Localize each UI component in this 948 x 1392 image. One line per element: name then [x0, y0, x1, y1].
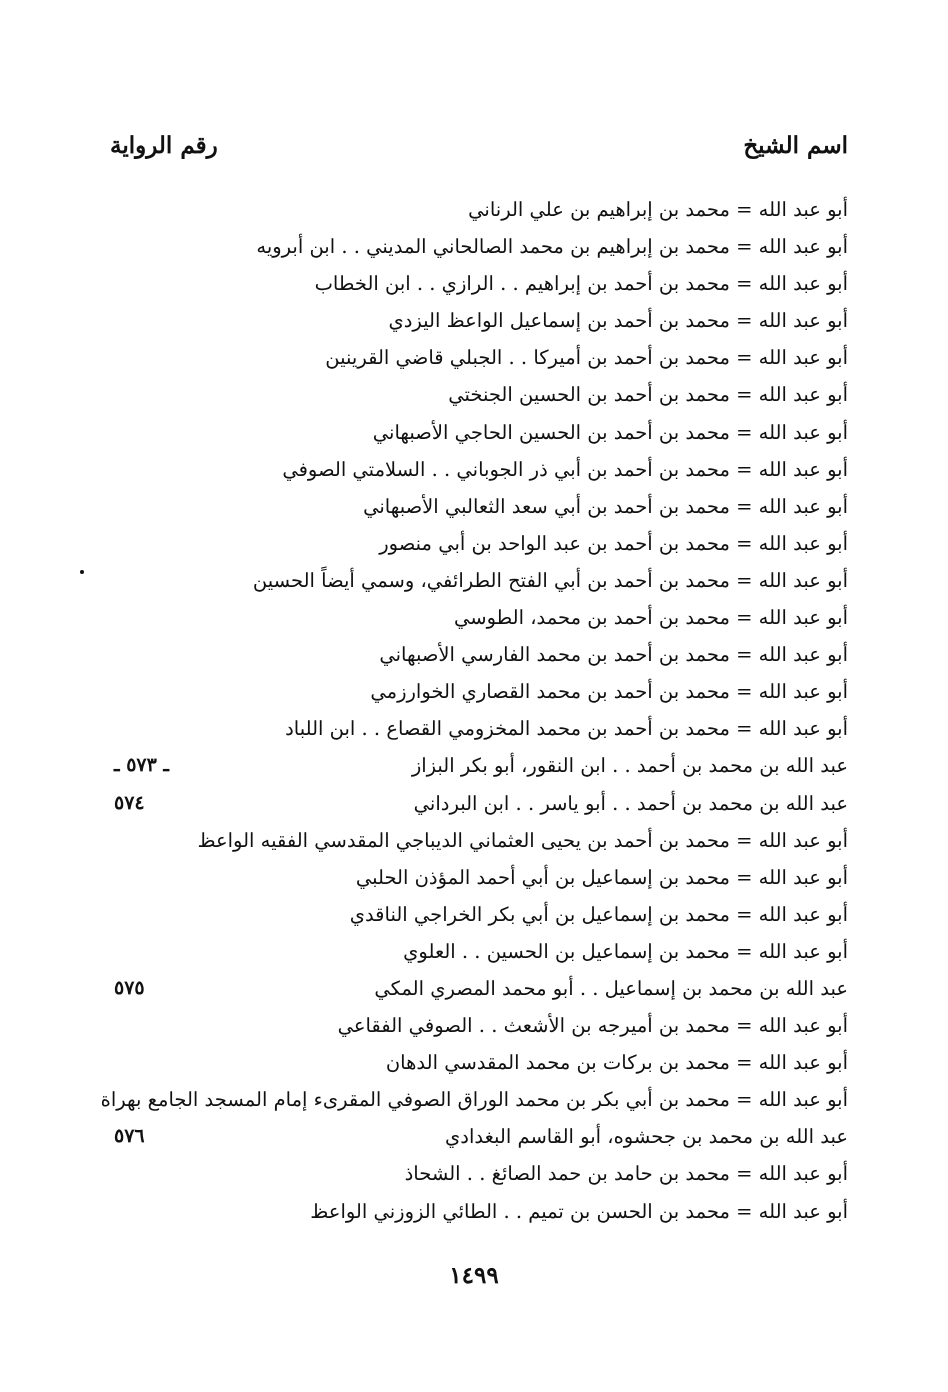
column-header [100, 132, 848, 172]
list-item [100, 673, 848, 710]
list-item [100, 933, 848, 970]
list-item [100, 1007, 848, 1044]
sheikh-name: أبو عبد الله = محمد بن أحمد بن أبي ذر الجوباني . . السلامتي الصوفي [282, 457, 848, 481]
list-item [100, 525, 848, 562]
list-item [100, 896, 848, 933]
sheikh-name: أبو عبد الله = محمد بن أحمد بن أبي الفتح الطرائفي، وسمي أيضاً الحسين [252, 568, 848, 592]
list-item [100, 822, 848, 859]
sheikh-name: أبو عبد الله = محمد بن أحمد بن إبراهيم . . الرازي . . ابن الخطاب [314, 272, 848, 296]
list-item [100, 562, 848, 599]
sheikh-name: عبد الله بن محمد بن إسماعيل . . أبو محمد المصري المكي [374, 976, 848, 1000]
list-item [100, 1044, 848, 1081]
sheikh-name: أبو عبد الله = محمد بن إبراهيم بن محمد الصالحاني المديني . . ابن أبرويه [256, 235, 848, 259]
sheikh-name: عبد الله بن محمد بن أحمد . . أبو ياسر . . ابن البرداني [413, 791, 848, 815]
sheikh-name: أبو عبد الله = محمد بن أحمد بن يحيى العثماني الديباجي المقدسي الفقيه الواعظ [197, 828, 848, 852]
list-item [100, 1118, 848, 1155]
list-item [100, 488, 848, 525]
sheikh-name: أبو عبد الله = محمد بن حامد بن حمد الصائغ . . الشحاذ [404, 1162, 848, 1186]
sheikh-name: عبد الله بن محمد بن جحشوه، أبو القاسم البغدادي [445, 1125, 848, 1149]
list-item [100, 1193, 848, 1230]
narration-number-heading: رقم الرواية [110, 132, 218, 159]
list-item [100, 451, 848, 488]
sheikh-name: أبو عبد الله = محمد بن أميرجه بن الأشعث . . الصوفي الفقاعي [337, 1014, 848, 1038]
sheikh-name: أبو عبد الله = محمد بن إسماعيل بن الحسين . . العلوي [403, 939, 848, 963]
sheikh-name: عبد الله بن محمد بن أحمد . . ابن النقور، أبو بكر البزاز [411, 754, 848, 778]
list-item [100, 1081, 848, 1118]
list-item [100, 710, 848, 747]
list-item [100, 1155, 848, 1192]
list-item [100, 785, 848, 822]
margin-dot [80, 570, 84, 574]
list-item [100, 302, 848, 339]
narration-number: ٥٧٤ [114, 791, 145, 814]
list-item [100, 191, 848, 228]
sheikh-name: أبو عبد الله = محمد بن الحسن بن تميم . . الطائي الزوزني الواعظ [310, 1199, 848, 1223]
sheikh-name: أبو عبد الله = محمد بن أحمد بن محمد الفارسي الأصبهاني [379, 643, 848, 667]
sheikh-name: أبو عبد الله = محمد بن أحمد بن عبد الواحد بن أبي منصور [379, 531, 848, 555]
sheikh-name: أبو عبد الله = محمد بن إسماعيل بن أبي أحمد المؤذن الحلبي [355, 865, 848, 889]
sheikh-name: أبو عبد الله = محمد بن بركات بن محمد المقدسي الدهان [385, 1051, 848, 1075]
list-item [100, 228, 848, 265]
sheikh-name: أبو عبد الله = محمد بن أحمد بن أبي سعد الثعالبي الأصبهاني [363, 494, 848, 518]
sheikh-name: أبو عبد الله = محمد بن أحمد بن الحسين الحاجي الأصبهاني [372, 420, 848, 444]
sheikh-name: أبو عبد الله = محمد بن أحمد بن محمد المخزومي القصاع . . ابن اللباد [285, 717, 848, 741]
list-item [100, 339, 848, 376]
list-item [100, 414, 848, 451]
sheikh-name: أبو عبد الله = محمد بن أحمد بن محمد القصاري الخوارزمي [370, 680, 848, 704]
sheikh-list [100, 191, 848, 1230]
list-item [100, 599, 848, 636]
list-item [100, 747, 848, 784]
list-item [100, 970, 848, 1007]
page-number: ١٤٩٩ [449, 1262, 499, 1289]
list-item [100, 265, 848, 302]
sheikh-name: أبو عبد الله = محمد بن أحمد بن محمد، الطوسي [454, 606, 848, 630]
narration-number: ـ ٥٧٣ ـ [114, 754, 169, 777]
sheikh-name: أبو عبد الله = محمد بن أبي بكر بن محمد الوراق الصوفي المقرىء إمام المسجد الجامع بهراة [100, 1088, 848, 1112]
narration-number: ٥٧٥ [114, 976, 145, 999]
list-item [100, 636, 848, 673]
list-item [100, 859, 848, 896]
list-item [100, 376, 848, 413]
sheikh-name: أبو عبد الله = محمد بن إبراهيم بن علي الرناني [468, 198, 848, 221]
sheikh-name: أبو عبد الله = محمد بن أحمد بن الحسين الجنختي [448, 383, 848, 407]
narration-number: ٥٧٦ [114, 1125, 145, 1148]
sheikh-name-heading: اسم الشيخ [743, 132, 848, 159]
sheikh-name: أبو عبد الله = محمد بن أحمد بن إسماعيل الواعظ اليزدي [388, 309, 848, 333]
sheikh-name: أبو عبد الله = محمد بن إسماعيل بن أبي بكر الخراجي الناقدي [349, 902, 848, 926]
sheikh-name: أبو عبد الله = محمد بن أحمد بن أميركا . . الجبلي قاضي القرينين [325, 346, 848, 370]
